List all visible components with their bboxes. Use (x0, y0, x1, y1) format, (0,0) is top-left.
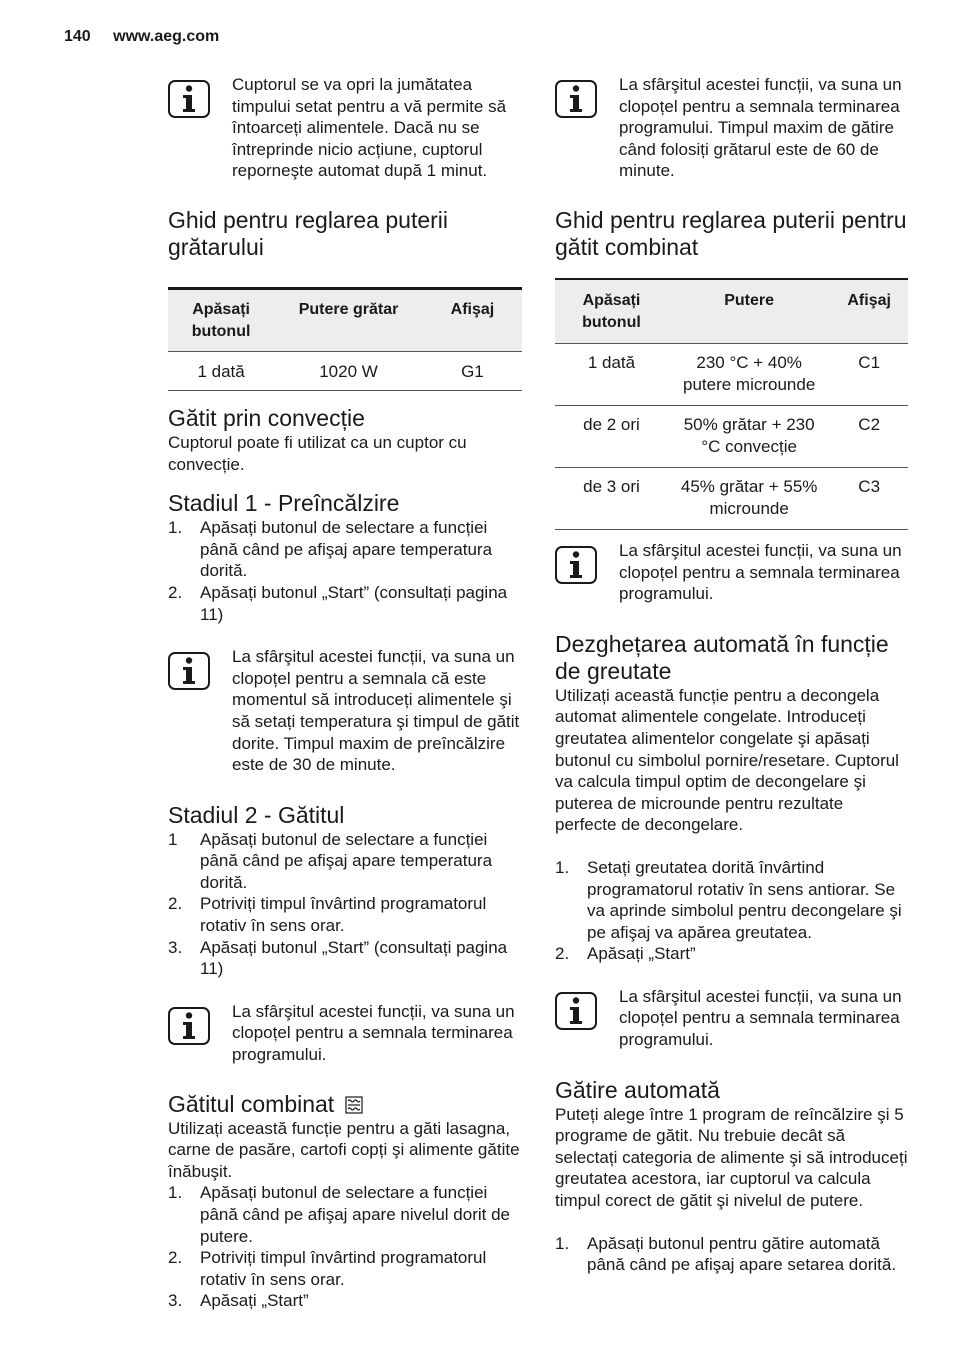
step-number: 2. (168, 894, 183, 914)
table-row (555, 467, 908, 529)
defrost-body: Utilizați această funcție pentru a decongela automat alimentele congelate. Introduceți greutatea alimentelor congelate şi apăsați butonul cu simbolul pornire/resetare. Cuptorul va calcula timpul optim de decongelare şi puterea de microunde pentru rezultate perfecte de decongelare. (555, 685, 899, 835)
table-header-cell: Putere (668, 279, 830, 344)
info-note (555, 540, 908, 605)
combined-title (168, 1091, 522, 1118)
combined-title-text: Gătitul combinat (168, 1090, 335, 1117)
step-text: Potriviți timpul învârtind programatorul rotativ în sens orar. (200, 1248, 487, 1289)
auto-cook-steps (555, 1233, 908, 1276)
step-number: 2. (555, 944, 570, 964)
list-item (555, 943, 908, 965)
step-text: Apăsați „Start” (587, 944, 696, 964)
step-text: Setați greutatea dorită învârtind programatorul rotativ în sens antiorar. Se va aprinde simbolul pentru decongelare şi pe afişaj va apărea greutatea. (587, 857, 902, 942)
list-item (168, 829, 522, 894)
list-item (168, 893, 522, 936)
step-text: Apăsați butonul pentru gătire automată până când pe afişaj apare setarea dorită. (587, 1233, 897, 1275)
step-number: 2. (168, 1248, 183, 1268)
step-text: Potriviți timpul învârtind programatorul rotativ în sens orar. (200, 894, 487, 936)
table-cell: G1 (423, 351, 522, 390)
combined-steps (168, 1182, 522, 1312)
info-note-text: La sfârşitul acestei funcții, va suna un clopoțel pentru a semnala terminarea programului. (232, 1001, 515, 1065)
grill-power-table (168, 287, 522, 391)
table-cell: C3 (830, 467, 908, 529)
step-number: 1. (555, 857, 570, 877)
list-item (555, 1233, 908, 1276)
table-row (168, 351, 522, 390)
step-number: 1. (168, 518, 183, 538)
site-url: www.aeg.com (113, 28, 220, 45)
step-text: Apăsați butonul de selectare a funcției până când pe afişaj apare nivelul dorit de putere. (200, 1183, 510, 1246)
step-text: Apăsați butonul de selectare a funcției până când pe afişaj apare temperatura dorită. (200, 518, 493, 581)
step-text: Apăsați butonul „Start” (consultați pagina 11) (200, 937, 508, 979)
combined-body: Utilizați această funcție pentru a găti lasagna, carne de pasăre, cartofi copți şi alimente gătite înăbuşit. (168, 1118, 520, 1181)
info-note (555, 986, 908, 1051)
stage2-title: Stadiul 2 - Gătitul (168, 801, 345, 828)
info-icon (555, 80, 597, 118)
step-number: 3. (168, 1291, 183, 1311)
combi-guide-title: Ghid pentru reglarea puterii pentru gătit combinat (555, 206, 907, 260)
grill-guide-title: Ghid pentru reglarea puterii grătarului (168, 206, 448, 260)
table-header-row (168, 288, 522, 351)
stage1-title: Stadiul 1 - Preîncălzire (168, 490, 400, 517)
list-item (168, 1247, 522, 1290)
list-item (168, 582, 522, 625)
table-header-cell: Putere grătar (274, 288, 423, 351)
left-column (168, 72, 522, 1312)
info-note-text: La sfârşitul acestei funcții, va suna un clopoțel pentru a semnala terminarea programului. (619, 540, 902, 604)
table-cell: 230 °C + 40% putere microunde (668, 343, 830, 405)
table-cell: C1 (830, 343, 908, 405)
combined-cooking-icon (345, 1093, 363, 1111)
info-note (555, 74, 908, 182)
list-item (168, 1182, 522, 1247)
defrost-steps (555, 857, 908, 965)
step-text: Apăsați butonul de selectare a funcției până când pe afişaj apare temperatura dorită. (200, 829, 493, 892)
table-cell: 45% grătar + 55% microunde (668, 467, 830, 529)
convection-body: Cuptorul poate fi utilizat ca un cuptor cu convecție. (168, 432, 467, 474)
step-number: 3. (168, 937, 183, 957)
info-icon (555, 546, 597, 584)
defrost-title: Dezghețarea automată în funcție de greutate (555, 630, 889, 684)
table-header-cell: Afişaj (423, 288, 522, 351)
right-column (555, 72, 908, 1276)
table-header-cell: Apăsați butonul (555, 279, 668, 344)
table-header-cell: Afişaj (830, 279, 908, 344)
step-number: 2. (168, 582, 183, 602)
step-text: Apăsați butonul „Start” (consultați pagina 11) (200, 582, 508, 624)
step-number: 1. (555, 1233, 570, 1253)
table-row (555, 405, 908, 467)
list-item (168, 937, 522, 980)
table-header-cell: Apăsați butonul (168, 288, 274, 351)
table-header-row (555, 279, 908, 344)
stage2-steps (168, 829, 522, 980)
list-item (168, 517, 522, 582)
table-cell: 1 dată (168, 351, 274, 390)
table-cell: de 3 ori (555, 467, 668, 529)
combi-power-table (555, 278, 908, 530)
table-cell: 1 dată (555, 343, 668, 405)
info-note (168, 74, 522, 182)
table-cell: 1020 W (274, 351, 423, 390)
page-number: 140 (64, 28, 91, 45)
list-item (555, 857, 908, 943)
table-cell: C2 (830, 405, 908, 467)
step-number: 1 (168, 829, 178, 849)
auto-cook-title: Gătire automată (555, 1076, 720, 1103)
page-header (64, 28, 237, 46)
info-icon (168, 652, 210, 690)
info-note-text: La sfârşitul acestei funcții, va suna un clopoțel pentru a semnala terminarea programului. Timpul maxim de gătire când folosiți grătarul este de 60 de minute. (619, 75, 902, 181)
info-icon (168, 1007, 210, 1045)
auto-cook-body: Puteți alege între 1 program de reîncălzire şi 5 programe de gătit. Nu trebuie decât să selectați categoria de alimente şi să introduceți greutatea acestora, iar cuptorul va calcula timpul corect de gătit şi nivelul de putere. (555, 1104, 908, 1211)
list-item (168, 1290, 522, 1312)
info-note-text: Cuptorul se va opri la jumătatea timpului setat pentru a vă permite să întoarceți alimentele. Dacă nu se întreprinde nicio acțiune, cuptorul reporneşte automat după 1 minut. (232, 75, 507, 181)
table-row (555, 343, 908, 405)
info-icon (168, 80, 210, 118)
stage1-steps (168, 517, 522, 625)
info-icon (555, 992, 597, 1030)
table-cell: de 2 ori (555, 405, 668, 467)
step-number: 1. (168, 1183, 183, 1203)
step-text: Apăsați „Start” (200, 1291, 309, 1311)
convection-title: Gătit prin convecție (168, 404, 365, 431)
info-note (168, 646, 522, 776)
info-note-text: La sfârşitul acestei funcții, va suna un clopoțel pentru a semnala terminarea programului. (619, 986, 902, 1050)
table-cell: 50% grătar + 230 °C convecție (668, 405, 830, 467)
info-note-text: La sfârşitul acestei funcții, va suna un clopoțel pentru a semnala că este momentul să introduceți alimentele şi să setați temperatura şi timpul de gătit dorite. Timpul maxim de preîncălzire este de 30 de minute. (232, 647, 520, 775)
info-note (168, 1001, 522, 1066)
